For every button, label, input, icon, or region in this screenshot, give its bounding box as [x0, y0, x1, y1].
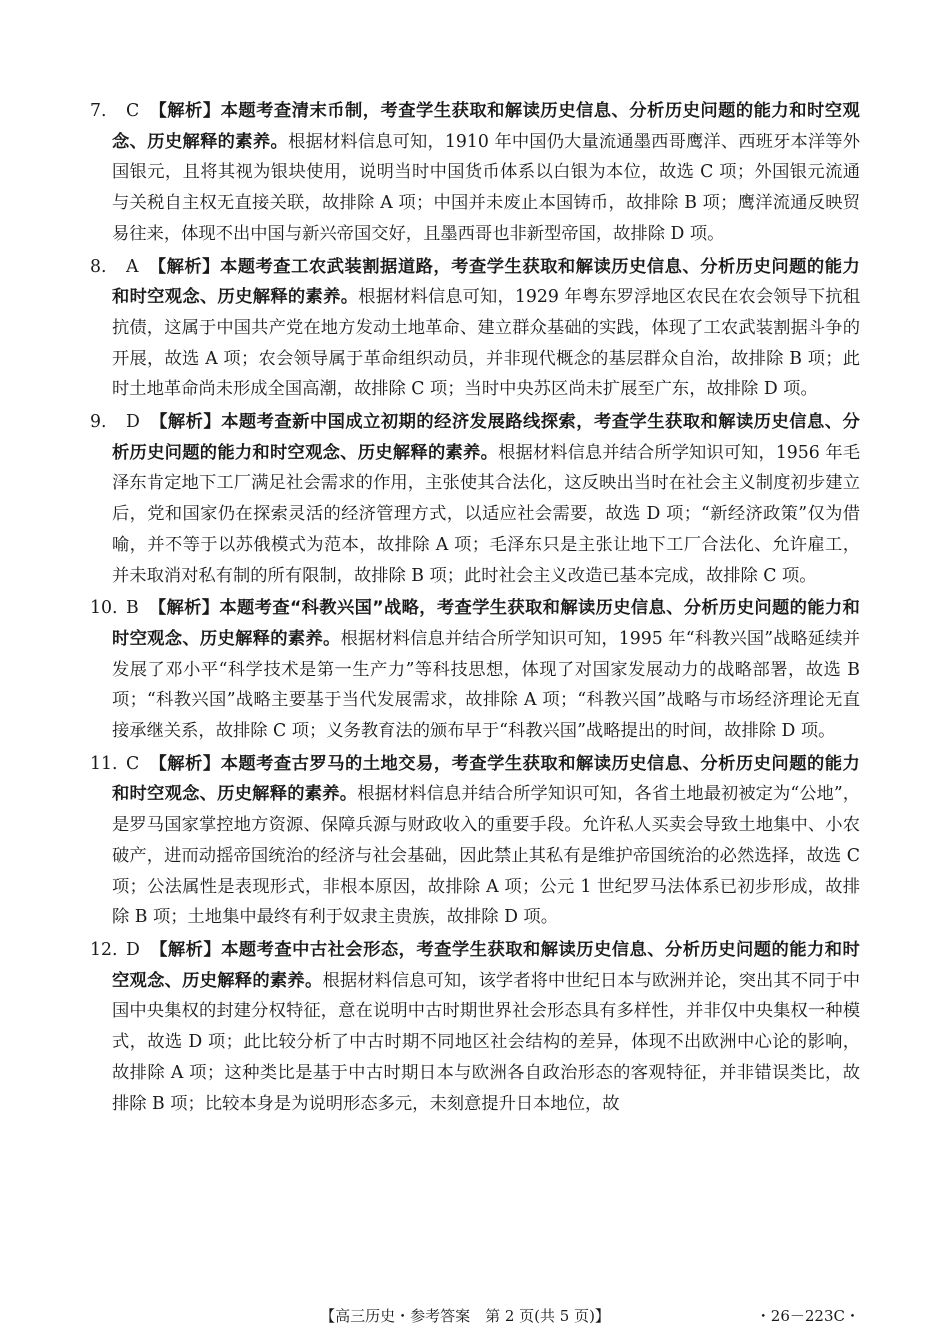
item-analysis-heading: 【解析】本题考查工农武装割据道路，考查学生获取和解读历史信息、分析历史问题的能力和时空观念、历史解释的素养。: [112, 256, 860, 308]
item-analysis-text: 根据材料信息并结合所学知识可知，各省土地最初被定为“公地”，是罗马国家掌控地方资源、保障兵源与财政收入的重要手段。允许私人买卖会导致土地集中、小农破产，进而动摇帝国统治的经济与社会基础，因此禁止其私有是维护帝国统治的必然选择，故选 C 项；公法属性是表现形式，非根本原因，故排除 A 项；公元 1 世纪罗马法体系已初步形成，故排除 B 项；土地集中最终有利于奴隶主贵族，故排除 D 项。: [112, 784, 860, 928]
answer-item-10: [90, 593, 860, 747]
item-analysis-text: 根据材料信息并结合所学知识可知，1956 年毛泽东肯定地下工厂满足社会需求的作用，主张使其合法化，这反映出当时在社会主义制度初步建立后，党和国家仍在探索灵活的经济管理方式，以适应社会需要，故选 D 项；“新经济政策”仅为借喻，并不等于以苏俄模式为范本，故排除 A 项；毛泽东只是主张让地下工厂合法化、允许雇工，并未取消对私有制的所有限制，故排除 B 项；此时社会主义改造已基本完成，故排除 C 项。: [112, 442, 860, 586]
item-analysis-heading: 【解析】本题考查新中国成立初期的经济发展路线探索，考查学生获取和解读历史信息、分析历史问题的能力和时空观念、历史解释的素养。: [112, 412, 860, 463]
answer-item-12: [90, 935, 860, 1119]
item-number: 7.: [90, 101, 107, 121]
footer-page-info: 【高三历史・参考答案 第 2 页(共 5 页)】: [320, 1307, 610, 1325]
answer-item-11: [90, 749, 860, 933]
item-analysis-heading: 【解析】本题考查中古社会形态，考查学生获取和解读历史信息、分析历史问题的能力和时空观念、历史解释的素养。: [112, 939, 860, 991]
item-number: 12.: [90, 939, 118, 960]
item-answer: A: [126, 256, 139, 277]
answer-list: [90, 96, 860, 1121]
item-analysis-text: 根据材料信息可知，1910 年中国仍大量流通墨西哥鹰洋、西班牙本洋等外国银元，且将其视为银块使用，说明当时中国货币体系以白银为本位，故选 C 项；外国银元流通与关税自主权无直接关联，故排除 A 项；中国并未废止本国铸币，故排除 B 项；鹰洋流通反映贸易往来，体现不出中国与新兴帝国交好，且墨西哥也非新型帝国，故排除 D 项。: [112, 131, 860, 244]
answer-item-9: [90, 407, 860, 591]
item-analysis-text: 根据材料信息并结合所学知识可知，1995 年“科教兴国”战略延续并发展了邓小平“科学技术是第一生产力”等科技思想，体现了对国家发展动力的战略部署，故选 B 项；“科教兴国”战略主要基于当代发展需求，故排除 A 项；“科教兴国”战略与市场经济理论无直接承继关系，故排除 C 项；义务教育法的颁布早于“科教兴国”战略提出的时间，故排除 D 项。: [112, 628, 860, 742]
item-answer: C: [126, 101, 140, 121]
item-number: 11.: [90, 753, 118, 774]
item-analysis-text: 根据材料信息可知，1929 年粤东罗浮地区农民在农会领导下抗租抗债，这属于中国共产党在地方发动土地革命、建立群众基础的实践，体现了工农武装割据斗争的开展，故选 A 项；农会领导属于革命组织动员，并非现代概念的基层群众自治，故排除 B 项；此时土地革命尚未形成全国高潮，故排除 C 项；当时中央苏区尚未扩展至广东，故排除 D 项。: [112, 287, 860, 400]
answer-item-7: [90, 96, 860, 250]
item-answer: B: [126, 598, 139, 619]
item-answer: D: [126, 939, 140, 960]
item-number: 10.: [90, 598, 118, 619]
item-answer: C: [126, 753, 140, 774]
item-answer: D: [126, 412, 140, 433]
footer-document-code: ・26－223C・: [755, 1307, 860, 1325]
item-number: 8.: [90, 256, 107, 277]
page-footer: [0, 1304, 950, 1328]
item-analysis-heading: 【解析】本题考查“科教兴国”战略，考查学生获取和解读历史信息、分析历史问题的能力和时空观念、历史解释的素养。: [112, 598, 860, 649]
item-number: 9.: [90, 412, 107, 433]
item-analysis-text: 根据材料信息可知，该学者将中世纪日本与欧洲并论，突出其不同于中国中央集权的封建分权特征，意在说明中古时期世界社会形态具有多样性，并非仅中央集权一种模式，故选 D 项；此比较分析了中古时期不同地区社会结构的差异，体现不出欧洲中心论的影响，故排除 A 项；这种类比是基于中古时期日本与欧洲各自政治形态的客观特征，并非错误类比，故排除 B 项；比较本身是为说明形态多元，未刻意提升日本地位，故: [112, 970, 860, 1114]
item-analysis-heading: 【解析】本题考查古罗马的土地交易，考查学生获取和解读历史信息、分析历史问题的能力和时空观念、历史解释的素养。: [112, 753, 860, 805]
answer-item-8: [90, 252, 860, 406]
item-analysis-heading: 【解析】本题考查清末币制，考查学生获取和解读历史信息、分析历史问题的能力和时空观念、历史解释的素养。: [112, 101, 860, 152]
